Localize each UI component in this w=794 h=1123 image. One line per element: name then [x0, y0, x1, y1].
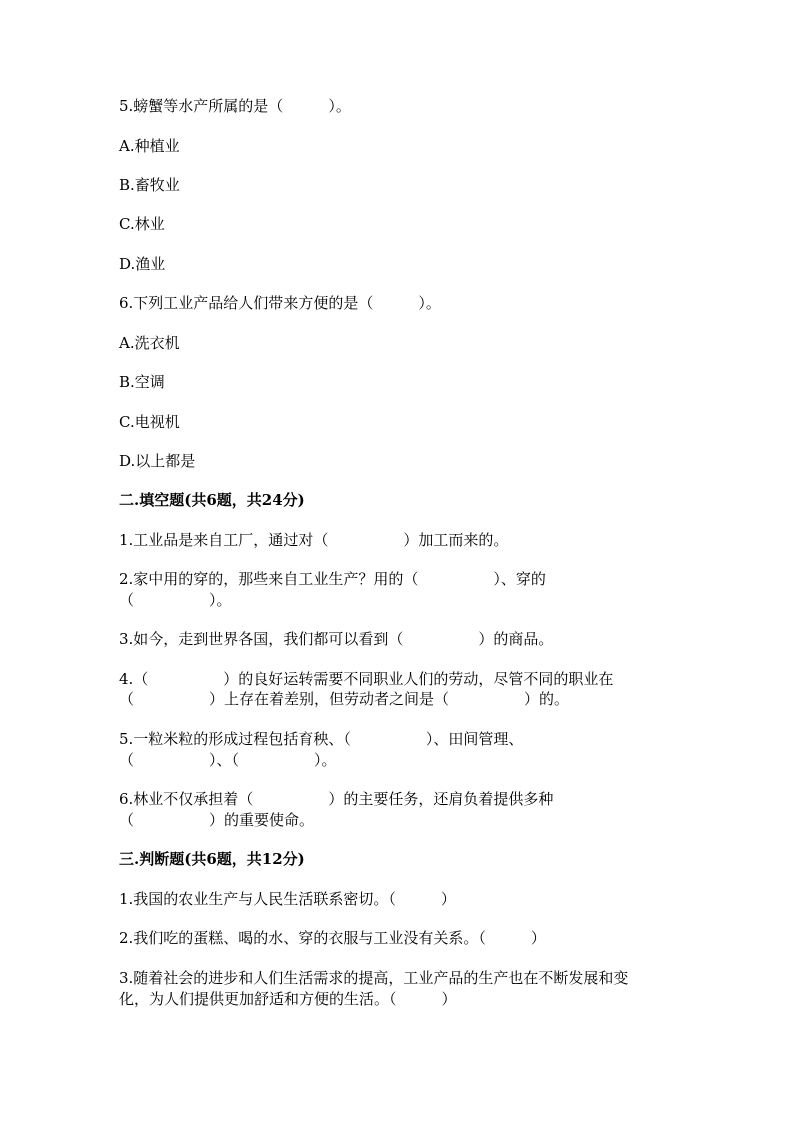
judge-question-3-line-2: 化，为人们提供更加舒适和方便的生活。（ ） [119, 990, 457, 1008]
judge-question-3-line-1: 3.随着社会的进步和人们生活需求的提高，工业产品的生产也在不断发展和变 [119, 969, 629, 987]
question-5-option-d: D.渔业 [119, 255, 166, 273]
judge-question-2: 2.我们吃的蛋糕、喝的水、穿的衣服与工业没有关系。（ ） [119, 929, 546, 947]
question-6-stem: 6.下列工业产品给人们带来方便的是（ ）。 [119, 294, 441, 312]
fill-question-4-line-2: （ ）上存在着差别，但劳动者之间是（ ）的。 [119, 690, 570, 708]
question-5-option-c: C.林业 [119, 215, 165, 233]
question-5-stem: 5.螃蟹等水产所属的是（ ）。 [119, 97, 351, 115]
question-6-option-d: D.以上都是 [119, 452, 196, 470]
fill-question-6-line-2: （ ）的重要使命。 [119, 811, 315, 829]
fill-question-4-line-1: 4.（ ）的良好运转需要不同职业人们的劳动，尽管不同的职业在 [119, 670, 614, 688]
fill-question-3: 3.如今，走到世界各国，我们都可以看到（ ）的商品。 [119, 630, 554, 648]
judge-question-1: 1.我国的农业生产与人民生活联系密切。（ ） [119, 890, 456, 908]
fill-question-2-line-2: （ ）。 [119, 591, 232, 609]
section-heading-true-false: 三.判断题(共6题，共12分) [119, 850, 305, 868]
fill-question-5-line-1: 5.一粒米粒的形成过程包括育秧、（ ）、田间管理、 [119, 730, 524, 748]
fill-question-6-line-1: 6.林业不仅承担着（ ）的主要任务，还肩负着提供多种 [119, 790, 554, 808]
question-6-option-a: A.洗衣机 [119, 334, 180, 352]
fill-question-2-line-1: 2.家中用的穿的，那些来自工业生产？用的（ ）、穿的 [119, 570, 546, 588]
question-6-option-c: C.电视机 [119, 413, 180, 431]
question-5-option-b: B.畜牧业 [119, 176, 180, 194]
section-heading-fill-blank: 二.填空题(共6题，共24分) [119, 491, 305, 509]
fill-question-5-line-2: （ ）、（ ）。 [119, 751, 337, 769]
question-5-option-a: A.种植业 [119, 137, 180, 155]
fill-question-1: 1.工业品是来自工厂，通过对（ ）加工而来的。 [119, 531, 509, 549]
question-6-option-b: B.空调 [119, 373, 165, 391]
